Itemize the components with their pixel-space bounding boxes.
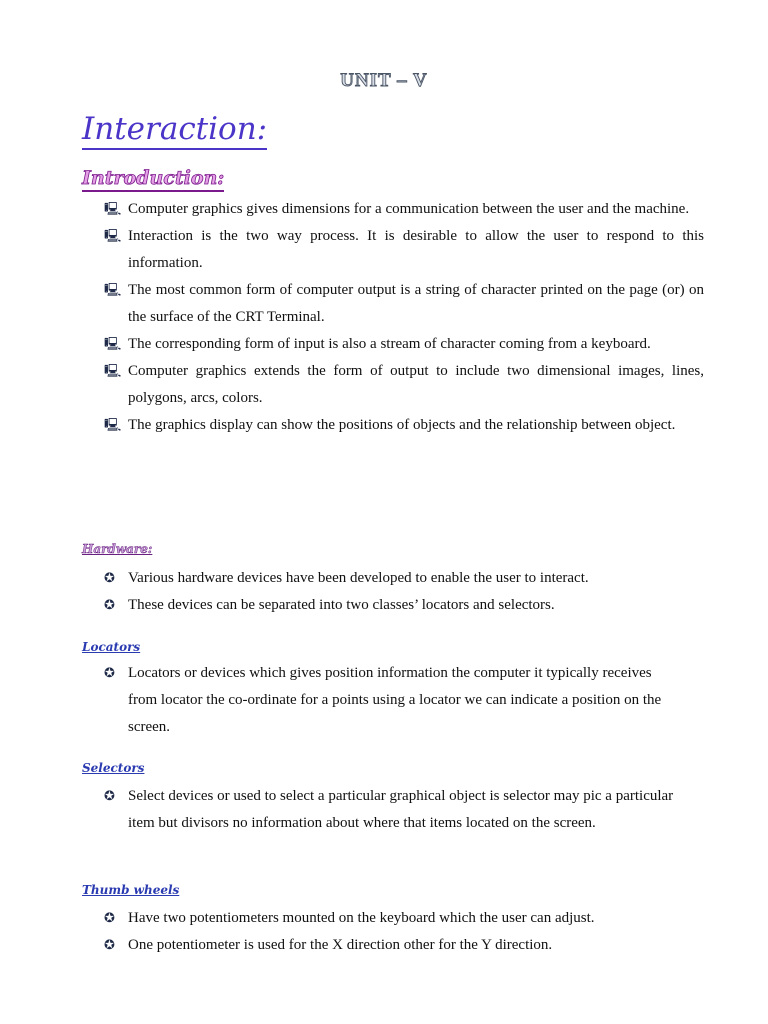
list-item: 🖳 The graphics display can show the positions of objects and the relationship between object. [104, 412, 704, 439]
list-item: 🖳 The most common form of computer output is a string of character printed on the page (or) on the surface of the CRT Terminal. [104, 277, 704, 331]
star-circle-icon: ✪ [104, 911, 115, 926]
computer-icon: 🖳 [104, 364, 122, 379]
thumb-wheels-heading: Thumb wheels [82, 883, 180, 897]
interaction-heading: Interaction: [82, 110, 267, 150]
computer-icon: 🖳 [104, 202, 122, 217]
unit-title: UNIT – V [340, 70, 428, 91]
computer-icon: 🖳 [104, 283, 122, 298]
list-item: 🖳 Computer graphics extends the form of output to include two dimensional images, lines, polygons, arcs, colors. [104, 358, 704, 412]
computer-icon: 🖳 [104, 418, 122, 433]
hardware-list [104, 565, 704, 619]
list-item: 🖳 Interaction is the two way process. It is desirable to allow the user to respond to this information. [104, 223, 704, 277]
list-item: ✪ One potentiometer is used for the X direction other for the Y direction. [104, 932, 704, 959]
selectors-list [104, 783, 679, 837]
hardware-heading: Hardware: [82, 542, 153, 556]
selectors-heading: Selectors [82, 761, 145, 775]
star-circle-icon: ✪ [104, 789, 115, 804]
list-item: ✪ Have two potentiometers mounted on the keyboard which the user can adjust. [104, 905, 704, 932]
computer-icon: 🖳 [104, 337, 122, 352]
list-item: ✪ These devices can be separated into two classes’ locators and selectors. [104, 592, 704, 619]
introduction-heading: Introduction: [82, 166, 224, 192]
star-circle-icon: ✪ [104, 666, 115, 681]
locators-list [104, 660, 684, 741]
introduction-list [104, 196, 704, 439]
list-item: ✪ Various hardware devices have been developed to enable the user to interact. [104, 565, 704, 592]
list-item: 🖳 The corresponding form of input is also a stream of character coming from a keyboard. [104, 331, 704, 358]
locators-heading: Locators [82, 640, 141, 654]
star-circle-icon: ✪ [104, 938, 115, 953]
list-item: 🖳 Computer graphics gives dimensions for a communication between the user and the machine. [104, 196, 704, 223]
thumb-wheels-list [104, 905, 704, 959]
star-circle-icon: ✪ [104, 571, 115, 586]
star-circle-icon: ✪ [104, 598, 115, 613]
list-item: ✪ Locators or devices which gives position information the computer it typically receives from locator the co-ordinate for a points using a locator we can indicate a position on the screen. [104, 660, 684, 741]
list-item: ✪ Select devices or used to select a particular graphical object is selector may pic a particular item but divisors no information about where that items located on the screen. [104, 783, 679, 837]
computer-icon: 🖳 [104, 229, 122, 244]
